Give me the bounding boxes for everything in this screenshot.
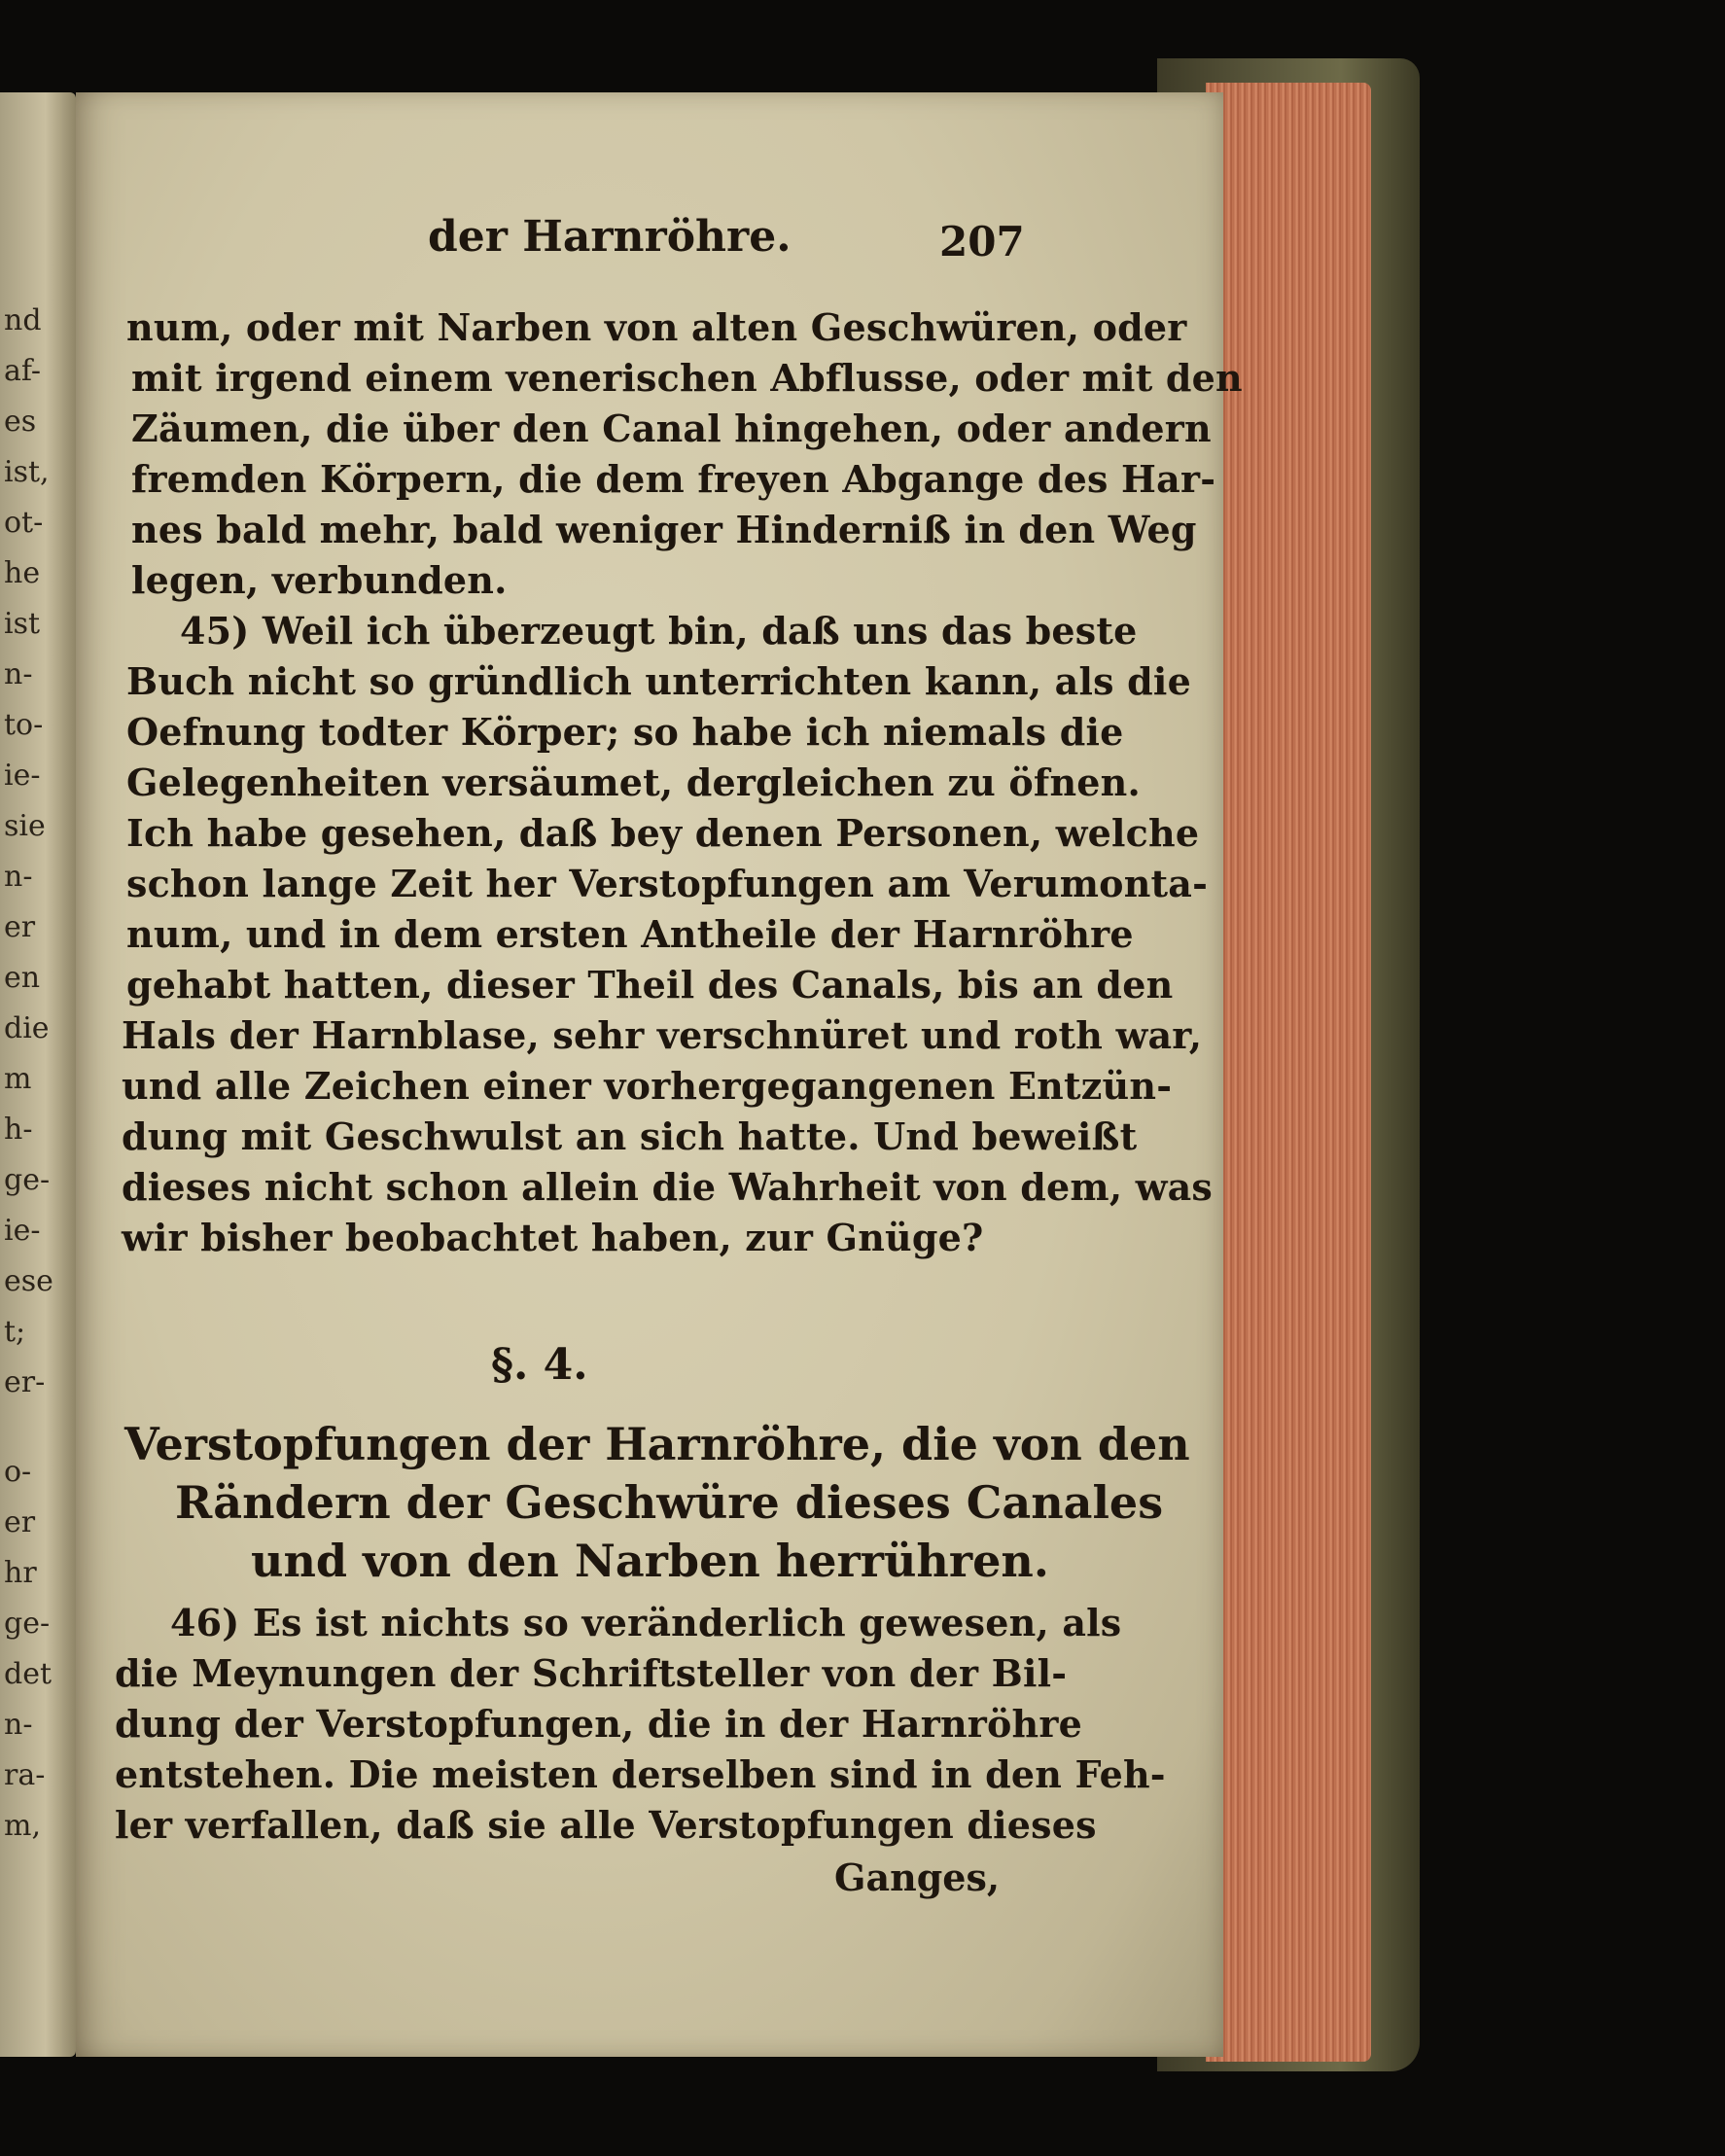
left-page-fragment: n- [4,657,33,691]
text-line: num, oder mit Narben von alten Geschwüren, oder [126,305,1187,349]
heading-line: und von den Narben herrühren. [251,1535,1049,1587]
left-facing-page [0,92,76,2057]
left-page-fragment: sie [4,809,46,843]
left-page-fragment: m, [4,1809,41,1843]
text-line: legen, verbunden. [131,558,508,602]
section-mark: §. 4. [491,1340,588,1390]
text-line: die Meynungen der Schriftsteller von der Bil- [115,1651,1068,1695]
left-page-fragment: o- [4,1455,32,1489]
left-page-fragment: ist, [4,455,50,489]
left-page-fragment: nd [4,303,42,337]
left-page-fragment: ra- [4,1758,46,1792]
left-page-fragment: m [4,1062,32,1096]
text-line: dung mit Geschwulst an sich hatte. Und beweißt [122,1114,1138,1158]
text-line: und alle Zeichen einer vorhergegangenen Entzün- [122,1064,1173,1108]
left-page-fragment: h- [4,1113,33,1147]
text-line: Zäumen, die über den Canal hingehen, oder andern [131,406,1212,450]
left-page-fragment: n- [4,860,33,894]
left-page-fragment: er [4,1505,36,1539]
text-line: dieses nicht schon allein die Wahrheit von dem, was [122,1165,1214,1209]
running-title: der Harnröhre. [428,212,792,262]
left-page-fragment: to- [4,708,44,742]
left-page-fragment: ge- [4,1163,51,1197]
left-page-fragment: en [4,961,41,995]
heading-line: Verstopfungen der Harnröhre, die von den [124,1418,1190,1470]
page-number: 207 [939,218,1025,265]
text-line: schon lange Zeit her Verstopfungen am Verumonta- [126,862,1209,905]
text-line: entstehen. Die meisten derselben sind in den Feh- [115,1752,1166,1796]
text-line: num, und in dem ersten Antheile der Harnröhre [126,912,1134,956]
text-line: mit irgend einem venerischen Abflusse, oder mit den [131,356,1243,400]
left-page-fragment: ie- [4,759,41,793]
left-page-fragment: es [4,405,37,439]
left-page-fragment: ese [4,1264,53,1298]
text-line: fremden Körpern, die dem freyen Abgange des Har- [131,457,1216,501]
left-page-fragment: af- [4,354,42,388]
text-line: Gelegenheiten versäumet, dergleichen zu öfnen. [126,760,1141,804]
text-line: 45) Weil ich überzeugt bin, daß uns das beste [180,609,1138,653]
heading-line: Rändern der Geschwüre dieses Canales [175,1476,1164,1529]
text-line: Ich habe gesehen, daß bey denen Personen, welche [126,811,1200,855]
text-line: dung der Verstopfungen, die in der Harnröhre [115,1702,1082,1746]
text-line: Oefnung todter Körper; so habe ich niemals die [126,710,1124,754]
text-line: gehabt hatten, dieser Theil des Canals, bis an den [126,963,1174,1007]
left-page-fragment: ie- [4,1214,41,1248]
left-page-fragment: ot- [4,506,44,540]
left-page-fragment: t; [4,1315,26,1349]
catchword: Ganges, [834,1856,1001,1899]
left-page-fragment: ge- [4,1607,51,1641]
left-page-fragment: er- [4,1365,46,1399]
text-line: ler verfallen, daß sie alle Verstopfungen dieses [115,1803,1097,1847]
text-line: Buch nicht so gründlich unterrichten kann, als die [126,659,1191,703]
left-page-fragment: hr [4,1556,37,1590]
text-line: 46) Es ist nichts so veränderlich gewesen, als [170,1601,1122,1644]
left-page-fragment: er [4,910,36,944]
left-page-fragment: he [4,556,41,590]
left-page-fragment: det [4,1657,53,1691]
left-page-fragment: n- [4,1708,33,1742]
text-line: nes bald mehr, bald weniger Hinderniß in den Weg [131,508,1197,551]
text-line: wir bisher beobachtet haben, zur Gnüge? [122,1216,984,1259]
text-line: Hals der Harnblase, sehr verschnüret und roth war, [122,1013,1203,1057]
left-page-fragment: die [4,1011,50,1045]
left-page-fragment: ist [4,607,41,641]
